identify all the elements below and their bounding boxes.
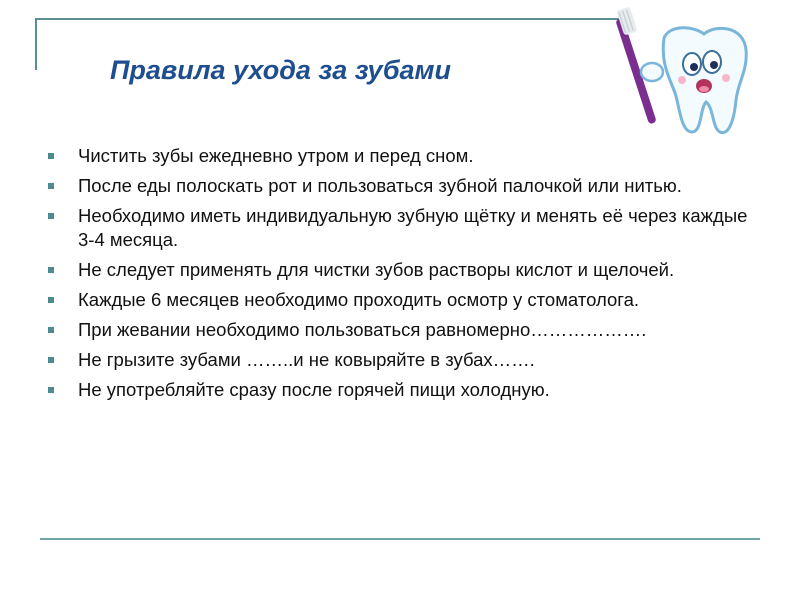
rule-text: Не следует применять для чистки зубов растворы кислот и щелочей. xyxy=(78,259,675,280)
rule-text: После еды полоскать рот и пользоваться зубной палочкой или нитью. xyxy=(78,175,682,196)
rule-text: Не грызите зубами ……..и не ковыряйте в зубах……. xyxy=(78,349,535,370)
rule-text: Каждые 6 месяцев необходимо проходить осмотр у стоматолога. xyxy=(78,289,640,310)
square-bullet-icon xyxy=(48,327,54,333)
square-bullet-icon xyxy=(48,267,54,273)
square-bullet-icon xyxy=(48,153,54,159)
frame-left-line xyxy=(35,18,37,70)
slide-title: Правила ухода за зубами xyxy=(110,55,452,85)
rule-text: Чистить зубы ежедневно утром и перед сном. xyxy=(78,145,474,166)
square-bullet-icon xyxy=(48,213,54,219)
list-item xyxy=(48,348,748,372)
square-bullet-icon xyxy=(48,357,54,363)
rule-text: При жевании необходимо пользоваться равномерно………………. xyxy=(78,319,647,340)
list-item xyxy=(48,378,748,402)
frame-bottom-line xyxy=(40,538,760,540)
square-bullet-icon xyxy=(48,183,54,189)
square-bullet-icon xyxy=(48,297,54,303)
rule-text: Необходимо иметь индивидуальную зубную щётку и менять её через каждые 3-4 месяца. xyxy=(78,205,748,250)
list-item xyxy=(48,258,748,282)
list-item xyxy=(48,318,748,342)
tooth-with-toothbrush-icon xyxy=(612,4,762,144)
list-item xyxy=(48,288,748,312)
rule-text: Не употребляйте сразу после горячей пищи холодную. xyxy=(78,379,550,400)
list-item xyxy=(48,204,748,252)
list-item xyxy=(48,174,748,198)
square-bullet-icon xyxy=(48,387,54,393)
list-item xyxy=(48,144,748,168)
frame-top-line xyxy=(35,18,620,20)
rules-list xyxy=(48,144,748,408)
